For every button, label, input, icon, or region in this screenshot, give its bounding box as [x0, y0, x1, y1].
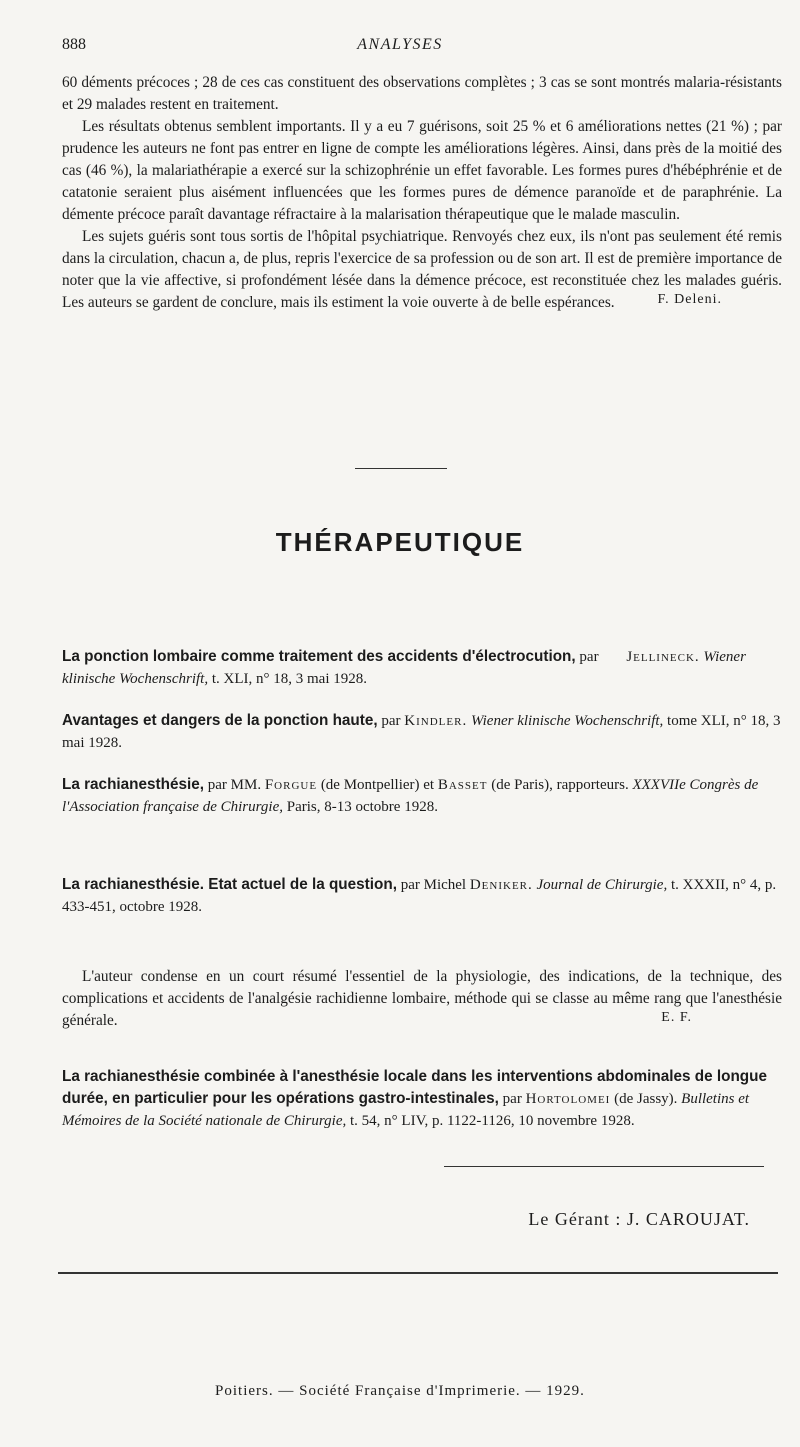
- entry-author: Kindler.: [404, 713, 468, 729]
- entry-summary: L'auteur condense en un court résumé l'essentiel de la physiologie, des indications, de la technique, des complications et accidents de l'analgésie rachidienne lombaire, méthode qui se classe au même rang que l'anesthésie générale.: [62, 968, 782, 1029]
- entry-post: (de Paris), rapporteurs.: [491, 777, 629, 793]
- entry-reference: t. 54, n° LIV, p. 1122-1126, 10 novembre 1928.: [350, 1113, 635, 1129]
- bibliography-entry: [62, 874, 784, 918]
- entry-author: Deniker.: [469, 877, 533, 893]
- entry-pre: par MM.: [207, 777, 262, 793]
- entry-journal: Journal de Chirurgie,: [536, 877, 668, 893]
- entry-author: Jellineck.: [626, 649, 700, 665]
- summary-signature: E. F.: [661, 1010, 692, 1025]
- entry-title: Avantages et dangers de la ponction haute,: [62, 712, 378, 729]
- entry-reference: Paris, 8-13 octobre 1928.: [286, 799, 438, 815]
- entry-by: par: [381, 713, 401, 729]
- printer-footer: Poitiers. — Société Française d'Imprimerie. — 1929.: [215, 1383, 585, 1399]
- entry-journal: Wiener klinische Wochenschrift,: [62, 649, 746, 687]
- entry-journal: XXXVIIe Congrès de l'Association française de Chirurgie,: [62, 777, 759, 815]
- entry-by: par: [502, 1091, 522, 1107]
- entry-journal: Bulletins et Mémoires de la Société nationale de Chirurgie,: [62, 1091, 750, 1129]
- bibliography-entry: [62, 710, 784, 754]
- page-header: [62, 36, 738, 60]
- entry-pre: par Michel: [400, 877, 467, 893]
- gerant-line: Le Gérant : J. CAROUJAT.: [528, 1209, 750, 1229]
- entry-author: Hortolomei: [525, 1091, 611, 1107]
- entry-title: La ponction lombaire comme traitement des accidents d'électrocution,: [62, 648, 576, 665]
- footer-rule: [58, 1272, 778, 1274]
- entry-by: par: [579, 649, 599, 665]
- entry-summary-block: [62, 966, 782, 1029]
- running-head: ANALYSES: [357, 36, 443, 53]
- bibliography-entry: [62, 646, 784, 690]
- entry-journal: Wiener klinische Wochenschrift,: [470, 713, 664, 729]
- section-title: THÉRAPEUTIQUE: [275, 527, 525, 557]
- entry-author-2: Basset: [437, 777, 488, 793]
- entry-mid: (de Montpellier) et: [320, 777, 435, 793]
- entry-reference: tome XLI, n° 18, 3 mai 1928.: [62, 713, 781, 751]
- analysis-paragraph: Les résultats obtenus semblent importants. Il y a eu 7 guérisons, soit 25 % et 6 améliorations nettes (21 %) ; par prudence les auteurs ne font pas entrer en ligne de compte les améliorations légères. Ainsi, dans près de la moitié des cas (46 %), la malariathérapie a exercé sur la schizophrénie un effet favorable. Les formes pures d'hébéphrénie et de catatonie seraient plus aisément influencées que les formes pures de démence paranoïde et de paraphrénie. La démente précoce paraît davantage réfractaire à la malarisation thérapeutique que le malade masculin.: [62, 118, 782, 223]
- entry-post: (de Jassy).: [614, 1091, 678, 1107]
- entry-title: La rachianesthésie,: [62, 776, 204, 793]
- entry-reference: t. XLI, n° 18, 3 mai 1928.: [211, 671, 367, 687]
- analysis-text: [62, 72, 782, 311]
- analysis-signature: F. Deleni.: [657, 292, 722, 307]
- separator-rule: [355, 468, 447, 469]
- page-number: 888: [62, 36, 86, 53]
- gerant-rule: [444, 1166, 764, 1167]
- entry-title: La rachianesthésie combinée à l'anesthésie locale dans les interventions abdominales de longue durée, en particulier pour les opérations gastro-intestinales,: [62, 1068, 767, 1107]
- analysis-paragraph: 60 déments précoces ; 28 de ces cas constituent des observations complètes ; 3 cas se sont montrés malaria-résistants et 29 malades restent en traitement.: [62, 74, 782, 113]
- entry-title: La rachianesthésie. Etat actuel de la question,: [62, 876, 397, 893]
- bibliography-entry: [62, 1066, 784, 1132]
- analysis-paragraph: Les sujets guéris sont tous sortis de l'hôpital psychiatrique. Renvoyés chez eux, ils n'ont pas seulement été remis dans la circulation, chacun a, de plus, repris l'exercice de sa profession ou de son art. Il est de première importance de noter que la vie affective, si profondément lésée dans la démence précoce, est reconstituée chez les malades guéris. Les auteurs se gardent de conclure, mais ils estiment la voie ouverte à de belle espérances.: [62, 228, 782, 311]
- bibliography-entry: [62, 774, 784, 818]
- entry-reference: t. XXXII, n° 4, p. 433-451, octobre 1928.: [62, 877, 777, 915]
- entry-author: Forgue: [264, 777, 318, 793]
